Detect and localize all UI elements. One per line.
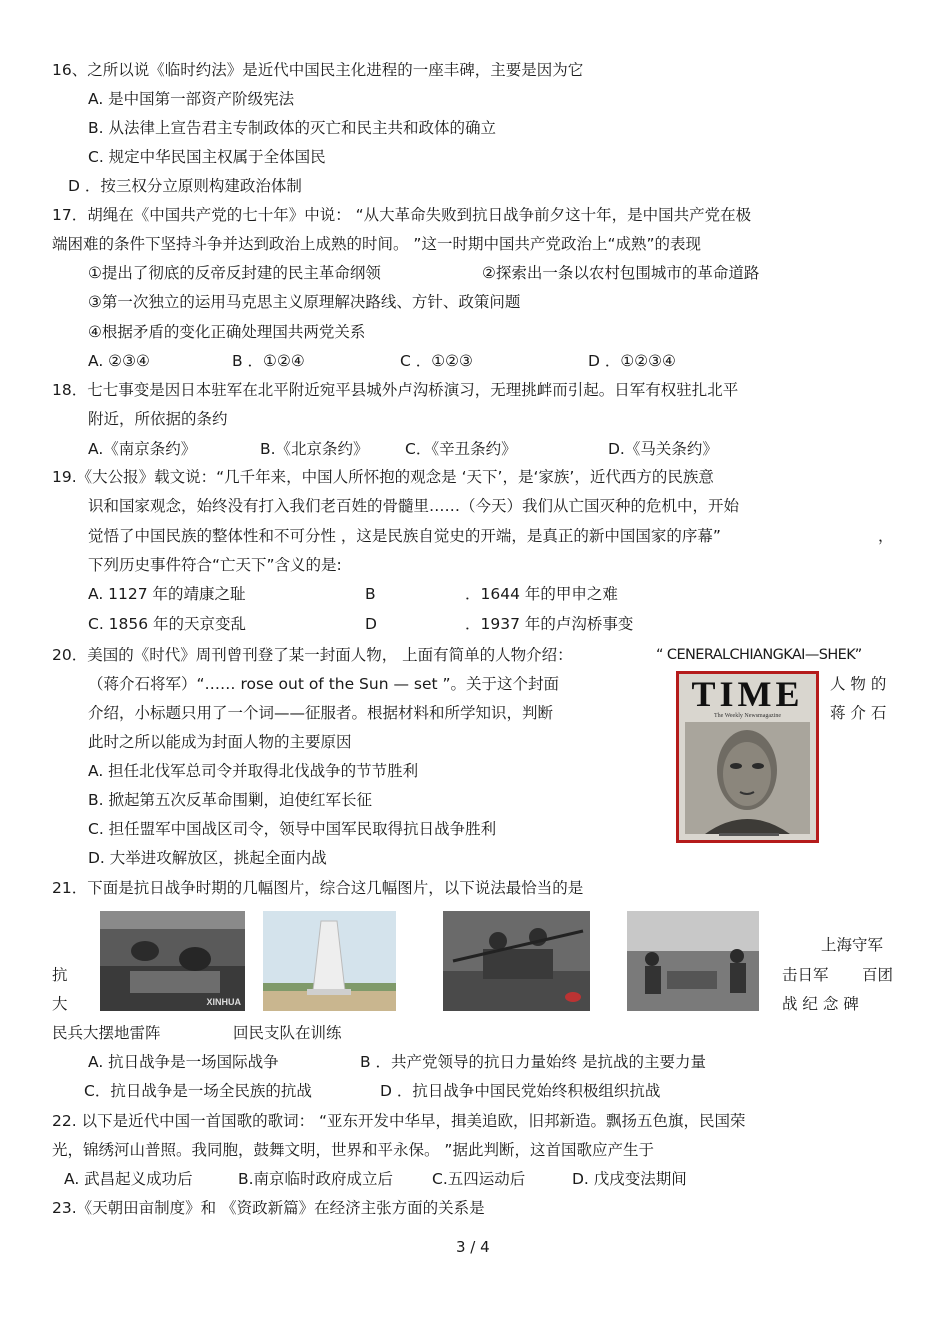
q17-option-c: C ．①②③ (400, 352, 473, 370)
q18-stem-line1: 18．七七事变是因日本驻军在北平附近宛平县城外卢沟桥演习，无理挑衅而引起。日军有权驻扎北平 (52, 381, 739, 399)
photo-hui-detachment-training (627, 911, 759, 1011)
time-magazine-cover (676, 671, 819, 843)
q20-stem-line2: （蒋介石将军）“…… rose out of the Sun — set ”。关于这个封面 (88, 675, 560, 693)
q19-option-b: ．1644 年的甲申之难 (465, 585, 618, 603)
q19-option-d-letter: D (365, 615, 377, 633)
portrait-image (685, 722, 810, 834)
photo-militia-landmine (443, 911, 590, 1011)
q22-option-a: A. 武昌起义成功后 (64, 1170, 193, 1188)
q17-statement-3: ③第一次独立的运用马克思主义原理解决路线、方针、政策问题 (88, 293, 521, 311)
q22-option-d: D. 戊戌变法期间 (572, 1170, 687, 1188)
q19-option-a: A. 1127 年的靖康之耻 (88, 585, 246, 603)
q17-stem-line2: 端困难的条件下坚持斗争并达到政治上成熟的时间。 ”这一时期中国共产党政治上“成熟”的表现 (52, 235, 702, 253)
q21-option-d: D ．抗日战争中国民党始终积极组织抗战 (380, 1082, 661, 1100)
q17-statement-1: ①提出了彻底的反帝反封建的民主革命纲领 (88, 264, 381, 282)
q21-option-b: B ．共产党领导的抗日力量始终 是抗战的主要力量 (360, 1053, 706, 1071)
q16-option-b: B. 从法律上宣告君主专制政体的灭亡和民主共和政体的确立 (88, 119, 496, 137)
q19-stem-line2: 识和国家观念，始终没有打入我们老百姓的骨髓里……（今天）我们从亡国灭种的危机中，开始 (88, 497, 740, 515)
q18-option-d: D.《马关条约》 (608, 440, 718, 458)
q21-option-a: A. 抗日战争是一场国际战争 (88, 1053, 279, 1071)
caption-hundred-regiments-line1: 百团 (862, 966, 894, 984)
photo-hundred-regiments-monument (263, 911, 396, 1011)
q17-stem-line1: 17．胡绳在《中国共产党的七十年》中说： “从大革命失败到抗日战争前夕这十年，是中国共产党在极 (52, 206, 752, 224)
q20-option-c: C. 担任盟军中国战区司令，领导中国军民取得抗日战争胜利 (88, 820, 497, 838)
q20-stem-line3-right: 蒋 介 石 (830, 704, 887, 722)
q20-stem-line3: 介绍，小标题只用了一个词——征服者。根据材料和所学知识，判断 (88, 704, 554, 722)
q16-option-c: C. 规定中华民国主权属于全体国民 (88, 148, 326, 166)
q17-option-a: A. ②③④ (88, 352, 150, 370)
caption-hui-detachment: 回民支队在训练 (233, 1024, 342, 1042)
caption-shanghai-line1: 上海守军 (821, 936, 884, 954)
q16-option-a: A. 是中国第一部资产阶级宪法 (88, 90, 295, 108)
caption-left-kang: 抗 (52, 966, 68, 984)
q20-stem-line4: 此时之所以能成为封面人物的主要原因 (88, 733, 352, 751)
q21-option-c: C．抗日战争是一场全民族的抗战 (84, 1082, 312, 1100)
q22-option-b: B.南京临时政府成立后 (238, 1170, 394, 1188)
q21-stem: 21．下面是抗日战争时期的几幅图片，综合这几幅图片，以下说法最恰当的是 (52, 879, 584, 897)
q20-option-a: A. 担任北伐军总司令并取得北伐战争的节节胜利 (88, 762, 419, 780)
xinhua-watermark: XINHUA (206, 997, 241, 1007)
caption-left-da: 大 (52, 995, 68, 1013)
q20-option-d: D. 大举进攻解放区，挑起全面内战 (88, 849, 327, 867)
q19-stem-line4: 下列历史事件符合“亡天下”含义的是: (88, 556, 342, 574)
caption-militia: 民兵大摆地雷阵 (52, 1024, 161, 1042)
time-logo: TIME (691, 674, 804, 714)
photo-shanghai-defenders (100, 911, 245, 1011)
q18-option-c: C．《辛丑条约》 (405, 440, 517, 458)
time-subtitle: The Weekly Newsmagazine (713, 713, 782, 719)
q17-option-b: B ．①②④ (232, 352, 305, 370)
q17-option-d: D ．①②③④ (588, 352, 676, 370)
q20-stem-line2-right: 人 物 的 (830, 675, 887, 693)
q20-stem-line1: 20．美国的《时代》周刊曾刊登了某一封面人物， 上面有简单的人物介绍： (52, 646, 573, 664)
q16-option-d: D ．按三权分立原则构建政治体制 (68, 177, 302, 195)
q18-stem-line2: 附近，所依据的条约 (88, 410, 228, 428)
q17-statement-4: ④根据矛盾的变化正确处理国共两党关系 (88, 323, 366, 341)
q16-stem: 16、之所以说《临时约法》是近代中国民主化进程的一座丰碑，主要是因为它 (52, 61, 584, 79)
q18-option-b: B.《北京条约》 (260, 440, 369, 458)
q19-option-b-letter: B (365, 585, 376, 603)
caption-shanghai-line2: 击日军 (782, 966, 829, 984)
q19-option-c: C. 1856 年的天京变乱 (88, 615, 247, 633)
q22-option-c: C.五四运动后 (432, 1170, 526, 1188)
q20-option-b: B. 掀起第五次反革命围剿，迫使红军长征 (88, 791, 372, 809)
q22-stem-line2: 光，锦绣河山普照。我同胞，鼓舞文明，世界和平永保。 ”据此判断，这首国歌应产生于 (52, 1141, 654, 1159)
q19-stem-line3-comma: ， (878, 527, 894, 545)
q17-statement-2: ②探索出一条以农村包围城市的革命道路 (482, 264, 760, 282)
q20-stem-line1-english: “ CENERALCHIANGKAI—SHEK” (656, 647, 862, 663)
page-number: 3 / 4 (456, 1238, 490, 1256)
q22-stem-line1: 22. 以下是近代中国一首国歌的歌词： “亚东开发中华早，揖美追欧，旧邦新造。飘扬五色旗，民国荣 (52, 1112, 746, 1130)
q19-stem-line3: 觉悟了中国民族的整体性和不可分性 ，这是民族自觉史的开端，是真正的新中国国家的序幕” (88, 527, 721, 545)
caption-hundred-regiments-line2: 战 纪 念 碑 (782, 995, 859, 1013)
q23-stem: 23.《天朝田亩制度》和 《资政新篇》在经济主张方面的关系是 (52, 1199, 485, 1217)
caption-bar (719, 833, 779, 836)
q19-stem-line1: 19.《大公报》载文说：“几千年来，中国人所怀抱的观念是 ‘天下’，是‘家族’，近代西方的民族意 (52, 468, 714, 486)
q18-option-a: A.《南京条约》 (88, 440, 197, 458)
q19-option-d: ．1937 年的卢沟桥事变 (465, 615, 634, 633)
